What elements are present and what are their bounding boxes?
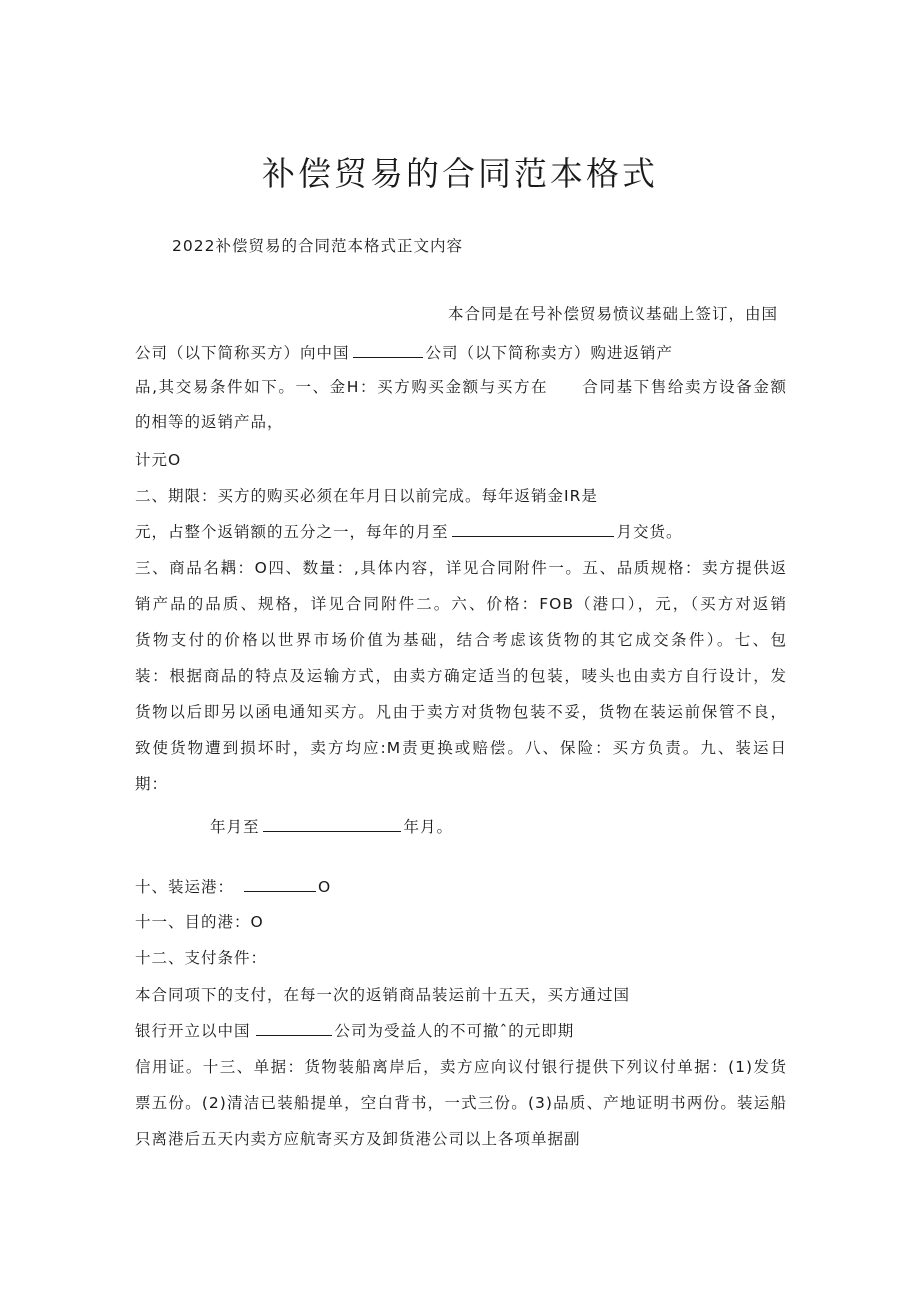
body-line-22: 票五份。(2)清洁已装船提单，空白背书，一式三份。(3)品质、产地证明书两份。装运船 bbox=[135, 1094, 787, 1112]
body-line-2 bbox=[135, 342, 673, 363]
body-line-19: 本合同项下的支付，在每一次的返销商品装运前十五天，买方通过国 bbox=[135, 986, 631, 1004]
blank-field bbox=[256, 1020, 332, 1036]
body-line-23: 只离港后五天内卖方应航寄买方及卸货港公司以上各项单据副 bbox=[135, 1130, 581, 1148]
body-line-4: 的相等的返销产品， bbox=[135, 413, 284, 431]
body-line-16-part-a: 十、装运港： bbox=[135, 878, 235, 896]
body-line-1: 本合同是在号补偿贸易愤议基础上签订，由国 bbox=[448, 305, 779, 323]
body-line-7-part-b: 月交货。 bbox=[616, 523, 683, 541]
body-line-8: 三、商品名耦：O四、数量：,具体内容，详见合同附件一。五、品质规格：卖方提供返 bbox=[135, 559, 787, 577]
blank-field bbox=[244, 876, 316, 892]
body-line-10: 货物支付的价格以世界市场价值为基础，结合考虑该货物的其它成交条件）。七、包 bbox=[135, 631, 787, 649]
body-line-14: 期： bbox=[135, 775, 169, 793]
body-line-21: 信用证。十三、单据：货物装船离岸后，卖方应向议付银行提供下列议付单据：(1)发货 bbox=[135, 1058, 787, 1076]
body-line-3: 品,其交易条件如下。一、金H：买方购买金额与买方在 合同基下售给卖方设备金额 bbox=[135, 378, 787, 396]
blank-field bbox=[452, 521, 614, 537]
document-title: 补偿贸易的合同范本格式 bbox=[262, 154, 658, 193]
body-line-20-part-b: 公司为受益人的不可撤ˆ的元即期 bbox=[334, 1022, 575, 1040]
document-subtitle: 2022补偿贸易的合同范本格式正文内容 bbox=[172, 237, 463, 255]
body-line-9: 销产品的品质、规格，详见合同附件二。六、价格：FOB（港口），元，（买方对返销 bbox=[135, 595, 787, 613]
blank-field bbox=[263, 816, 401, 832]
body-line-16 bbox=[135, 876, 331, 897]
body-line-15 bbox=[210, 816, 453, 837]
body-line-11: 装：根据商品的特点及运输方式，由卖方确定适当的包装，唛头也由卖方自行设计，发 bbox=[135, 667, 787, 685]
body-line-15-part-a: 年月至 bbox=[210, 818, 260, 836]
body-line-7-part-a: 元，占整个返销额的五分之一，每年的月至 bbox=[135, 523, 449, 541]
body-line-18: 十二、支付条件： bbox=[135, 949, 268, 967]
body-line-2-part-a: 公司（以下简称买方）向中国 bbox=[135, 344, 350, 362]
body-line-2-part-b: 公司（以下简称卖方）购进返销产 bbox=[425, 344, 674, 362]
body-line-6: 二、期限：买方的购买必须在年月日以前完成。每年返销金IR是 bbox=[135, 487, 598, 505]
body-line-13: 致使货物遭到损坏时，卖方均应:M责更换或赔偿。八、保险：买方负责。九、装运日 bbox=[135, 739, 787, 757]
blank-field bbox=[353, 342, 423, 358]
body-line-15-part-b: 年月。 bbox=[403, 818, 454, 836]
body-line-20-part-a: 银行开立以中国 bbox=[135, 1022, 251, 1040]
body-line-12: 货物以后即另以函电通知买方。凡由于卖方对货物包装不妥，货物在装运前保管不良， bbox=[135, 703, 787, 721]
body-line-16-part-b: O bbox=[318, 878, 332, 896]
body-line-7 bbox=[135, 521, 683, 542]
body-line-5: 计元O bbox=[135, 451, 182, 469]
body-line-17: 十一、目的港：O bbox=[135, 913, 264, 931]
body-line-20 bbox=[135, 1020, 574, 1041]
